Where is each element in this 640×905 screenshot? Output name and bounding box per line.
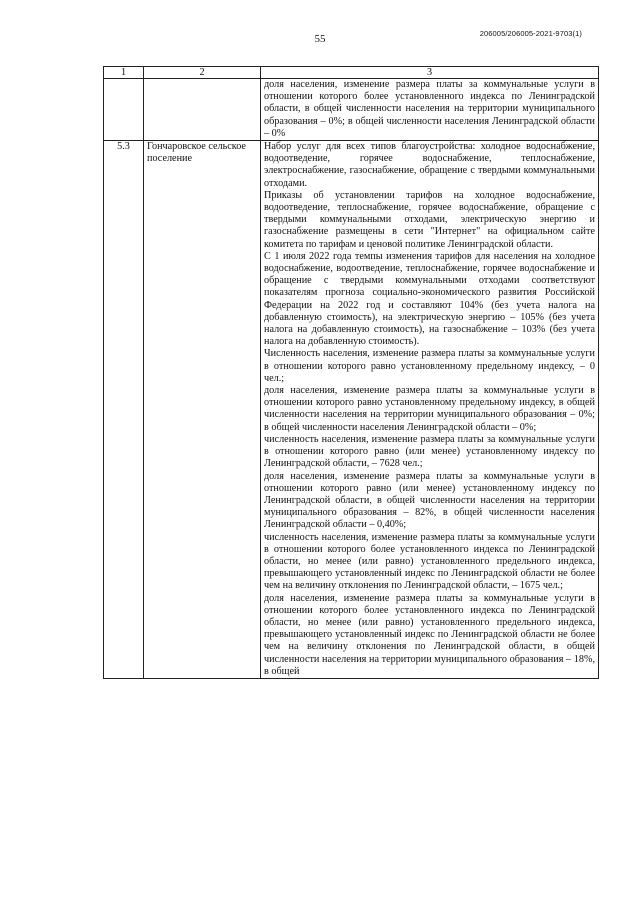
page-number: 55	[314, 33, 326, 45]
paragraph-services: Набор услуг для всех типов благоустройства: холодное водоснабжение, водоотведение, горячее водоснабжение, теплоснабжение, электроснабжение, газоснабжение, обращение с твердыми коммунальными отходами.	[264, 141, 595, 189]
paragraph-population-below-count: численность населения, изменение размера платы за коммунальные услуги в отношении которого равно (или менее) установленному индексу по Ленинградской области, – 7628 чел.;	[264, 433, 595, 470]
paragraph-orders: Приказы об установлении тарифов на холодное водоснабжение, водоотведение, теплоснабжение, горячее водоснабжение, обращение с твердыми коммунальными отходами, электрическую энергию и газоснабжение размещены в сети "Интернет" на официальном сайте комитета по тарифам и ценовой политике Ленинградской области.	[264, 189, 595, 250]
paragraph-population-equal-count: Численность населения, изменение размера платы за коммунальные услуги в отношении которого равно установленному предельному индексу, – 0 чел.;	[264, 348, 595, 384]
table-row-continuation	[104, 79, 599, 141]
tariff-table	[103, 66, 599, 679]
document-id: 206005/206005-2021-9703(1)	[479, 29, 582, 38]
paragraph-population-below-share: доля населения, изменение размера платы за коммунальные услуги в отношении которого равно (или менее) установленному индексу по Ленинградской области, в общей численности населения на территории муниципального образования – 82%, в общей численности населения Ленинградской области – 0,40%;	[264, 470, 595, 531]
table-row-5-3	[104, 141, 599, 679]
paragraph-population-above-share: доля населения, изменение размера платы за коммунальные услуги в отношении которого более установленного индекса по Ленинградской области, но менее (или равно) установленного предельного индекса, превышающего установленный индекс по Ленинградской области не более чем на величину отклонения по Ленинградской области, в общей численности населения на территории муниципального образования – 18%, в общей	[264, 592, 595, 677]
paragraph-tariff-rates: С 1 июля 2022 года темпы изменения тарифов для населения на холодное водоснабжение, водоотведение, теплоснабжение, горячее водоснабжение и обращение с твердыми коммунальными отходами соответствуют показателям прогноза социально-экономического развития Российской Федерации на 2022 год и составляют 104% (без учета налога на добавленную стоимость), на электрическую энергию – 105% (без учета налога на добавленную стоимость), на газоснабжение – 103% (без учета налога на добавленную стоимость).	[264, 250, 595, 348]
column-header-3: 3	[261, 67, 599, 79]
continuation-text: доля населения, изменение размера платы за коммунальные услуги в отношении которого более установленного индекса по Ленинградской области, в общей численности населения на территории муниципального образования – 0%; в общей численности населения Ленинградской области – 0%	[261, 79, 599, 141]
column-header-1: 1	[104, 67, 144, 79]
cell-empty-number	[104, 79, 144, 141]
row-description	[261, 141, 599, 679]
cell-empty-municipality	[144, 79, 261, 141]
row-number: 5.3	[104, 141, 144, 679]
table-header-row	[104, 67, 599, 79]
paragraph-population-above-count: численность населения, изменение размера платы за коммунальные услуги в отношении которого более установленного индекса по Ленинградской области, но менее (или равно) установленного предельного индекса, превышающего установленный индекс по Ленинградской области не более чем на величину отклонения по Ленинградской области, – 1675 чел.;	[264, 531, 595, 592]
paragraph-population-equal-share: доля населения, изменение размера платы за коммунальные услуги в отношении которого равно установленному предельному индексу, в общей численности населения на территории муниципального образования – 0%; в общей численности населения Ленинградской области – 0%;	[264, 385, 595, 433]
municipality-name: Гончаровское сельское поселение	[144, 141, 261, 679]
column-header-2: 2	[144, 67, 261, 79]
